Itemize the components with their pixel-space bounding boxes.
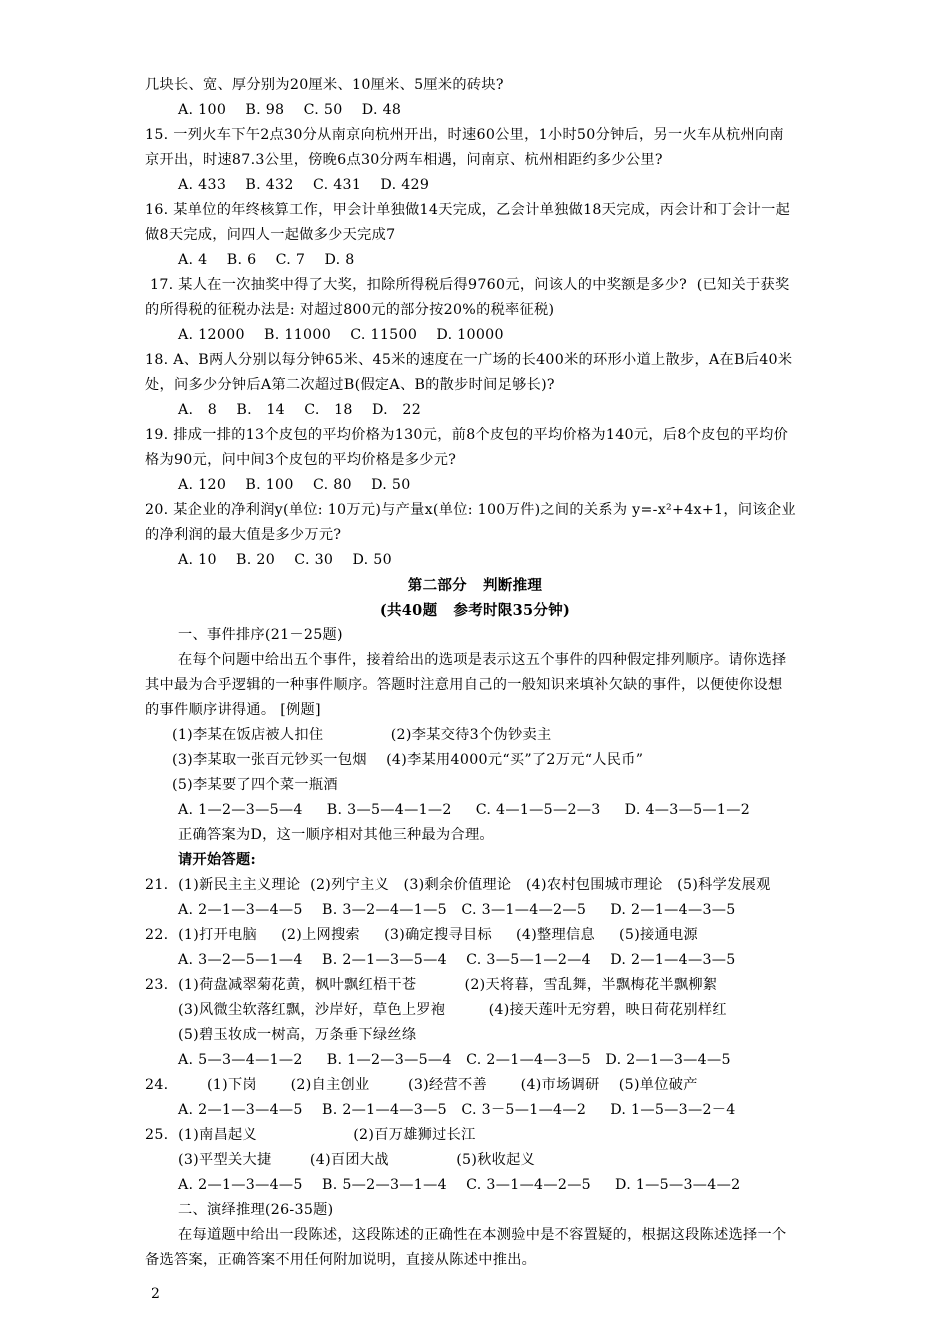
answer-options: A. 1—2—3—5—4 B. 3—5—4—1—2 C. 4—1—5—2—3 D. 4—3—5—1—2 bbox=[178, 802, 751, 818]
subsection-heading: 一、事件排序(21－25题) bbox=[178, 627, 343, 643]
example-answer: 正确答案为D，这一顺序相对其他三种最为合理。 bbox=[178, 827, 494, 843]
text-line: 的所得税的征税办法是: 对超过800元的部分按20%的税率征税) bbox=[145, 302, 555, 318]
answer-options: A. 2—1—3—4—5 B. 3—2—4—1—5 C. 3—1—4—2—5 D. 2—1—4—3—5 bbox=[178, 902, 736, 918]
question-17: 17. 某人在一次抽奖中得了大奖，扣除所得税后得9760元，问该人的中奖额是多少? (已知关于获奖 bbox=[150, 277, 790, 293]
text-line: 格为90元，问中间3个皮包的平均价格是多少元? bbox=[145, 452, 457, 468]
question-16: 16. 某单位的年终核算工作，甲会计单独做14天完成，乙会计单独做18天完成，丙会计和丁会计一起 bbox=[145, 202, 791, 218]
answer-options: A. 3—2—5—1—4 B. 2—1—3—5—4 C. 3—5—1—2—4 D. 2—1—4—3—5 bbox=[178, 952, 736, 968]
question-22: 22. (1)打开电脑 (2)上网搜索 (3)确定搜寻目标 (4)整理信息 (5)接通电源 bbox=[145, 927, 698, 943]
question-15: 15. 一列火车下午2点30分从南京向杭州开出，时速60公里，1小时50分钟后，另一火车从杭州向南 bbox=[145, 127, 784, 143]
question-18: 18. A、B两人分别以每分钟65米、45米的速度在一广场的长400米的环形小道上散步，A在B后40米 bbox=[145, 352, 793, 368]
question-25: 25. (1)南昌起义 (2)百万雄狮过长江 bbox=[145, 1127, 476, 1143]
question-21: 21. (1)新民主主义理论 (2)列宁主义 (3)剩余价值理论 (4)农村包围城市理论 (5)科学发展观 bbox=[145, 877, 771, 893]
text-line: 的净利润的最大值是多少万元? bbox=[145, 527, 342, 543]
event-line: (3)平型关大捷 (4)百团大战 (5)秋收起义 bbox=[178, 1152, 536, 1168]
section-title: 第二部分 判断推理 bbox=[407, 577, 543, 594]
answer-options: A. 8 B. 14 C. 18 D. 22 bbox=[178, 402, 422, 418]
page-number: 2 bbox=[151, 1286, 160, 1302]
example-event: (5)李某要了四个菜一瓶酒 bbox=[172, 777, 338, 793]
subsection-heading: 二、演绎推理(26-35题) bbox=[178, 1202, 334, 1218]
instruction-paragraph: 在每个问题中给出五个事件，接着给出的选项是表示这五个事件的四种假定排列顺序。请你选择 bbox=[178, 652, 787, 668]
answer-options: A. 2—1—3—4—5 B. 5—2—3—1—4 C. 3—1—4—2—5 D. 1—5—3—4—2 bbox=[178, 1177, 741, 1193]
event-line: (3)风微尘软落红飘，沙岸好，草色上罗袍 (4)接天莲叶无穷碧，映日荷花别样红 bbox=[178, 1002, 727, 1018]
section-subtitle: (共40题 参考时限35分钟) bbox=[379, 602, 571, 619]
text-line: 做8天完成，问四人一起做多少天完成7 bbox=[145, 227, 396, 243]
question-23: 23. (1)荷盘减翠菊花黄，枫叶飘红梧干苍 (2)天将暮，雪乱舞，半飘梅花半飘柳絮 bbox=[145, 977, 718, 993]
instruction-paragraph: 在每道题中给出一段陈述，这段陈述的正确性在本测验中是不容置疑的，根据这段陈述选择一个 bbox=[178, 1227, 787, 1243]
question-24: 24. (1)下岗 (2)自主创业 (3)经营不善 (4)市场调研 (5)单位破产 bbox=[145, 1077, 698, 1093]
question-19: 19. 排成一排的13个皮包的平均价格为130元，前8个皮包的平均价格为140元，后8个皮包的平均价 bbox=[145, 427, 789, 443]
answer-options: A. 433 B. 432 C. 431 D. 429 bbox=[178, 177, 430, 193]
text-line: 京开出，时速87.3公里，傍晚6点30分两车相遇，问南京、杭州相距约多少公里? bbox=[145, 152, 663, 168]
text-line: 几块长、宽、厚分别为20厘米、10厘米、5厘米的砖块? bbox=[145, 77, 504, 93]
text-line: 其中最为合乎逻辑的一种事件顺序。答题时注意用自己的一般知识来填补欠缺的事件，以便使你设想 bbox=[145, 677, 783, 693]
answer-options: A. 120 B. 100 C. 80 D. 50 bbox=[178, 477, 411, 493]
text-line: 备选答案，正确答案不用任何附加说明，直接从陈述中推出。 bbox=[145, 1252, 537, 1268]
question-20: 20. 某企业的净利润y(单位: 10万元)与产量x(单位: 100万件)之间的关系为 y=-x²+4x+1，问该企业 bbox=[145, 502, 796, 518]
example-event: (3)李某取一张百元钞买一包烟 (4)李某用4000元“买”了2万元“人民币” bbox=[172, 752, 644, 768]
text-line: 处，问多少分钟后A第二次超过B(假定A、B的散步时间足够长)? bbox=[145, 377, 555, 393]
text-line: 的事件顺序讲得通。 [例题] bbox=[145, 702, 321, 718]
answer-options: A. 4 B. 6 C. 7 D. 8 bbox=[178, 252, 355, 268]
answer-options: A. 5—3—4—1—2 B. 1—2—3—5—4 C. 2—1—4—3—5 D. 2—1—3—4—5 bbox=[178, 1052, 731, 1068]
example-event: (1)李某在饭店被人扣住 (2)李某交待3个伪钞卖主 bbox=[172, 727, 552, 743]
answer-options: A. 100 B. 98 C. 50 D. 48 bbox=[178, 102, 402, 118]
start-answering-heading: 请开始答题: bbox=[178, 852, 256, 868]
answer-options: A. 12000 B. 11000 C. 11500 D. 10000 bbox=[178, 327, 504, 343]
answer-options: A. 10 B. 20 C. 30 D. 50 bbox=[178, 552, 392, 568]
event-line: (5)碧玉妆成一树高，万条垂下绿丝绦 bbox=[178, 1027, 417, 1043]
answer-options: A. 2—1—3—4—5 B. 2—1—4—3—5 C. 3－5—1—4—2 D. 1—5—3—2－4 bbox=[178, 1102, 736, 1118]
